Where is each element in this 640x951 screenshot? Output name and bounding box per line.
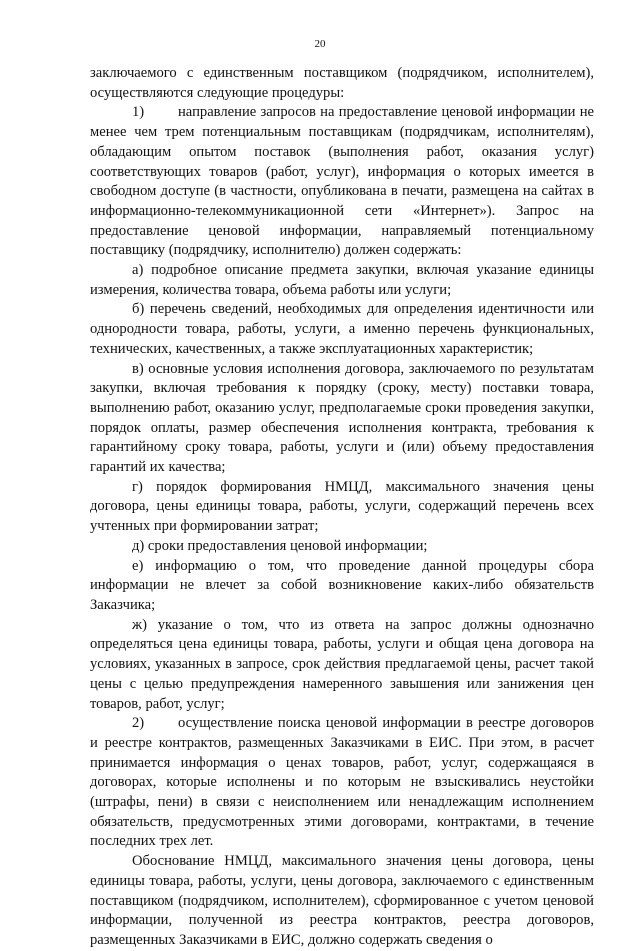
- subitem-d: д) сроки предоставления ценовой информации;: [132, 537, 428, 554]
- subitem-e: е) информацию о том, что проведение данной процедуры сбора информации не влечет за собой возникновение каких-либо обязательств Заказчика;: [90, 557, 594, 613]
- document-body: [90, 64, 594, 951]
- item-text: направление запросов на предоставление ценовой информации не менее чем трем потенциальным поставщикам (подрядчикам, исполнителям), обладающим опытом поставок (выполнения работ, оказания услуг) соответствующих товаров (работ, услуг), информация о которых имеется в свободном доступе (в частности, опубликована в печати, размещена на сайтах в информационно-телекоммуникационной сети «Интернет»). Запрос на предоставление ценовой информации, направляемый потенциальному поставщику (подрядчику, исполнителю) должен содержать:: [90, 104, 594, 259]
- item-text: осуществление поиска ценовой информации в реестре договоров и реестре контрактов, размещенных Заказчиками в ЕИС. При этом, в расчет принимается информация о ценах товаров, работ, услуг, содержащаяся в договорах, которые исполнены и по которым не взыскивались неустойки (штрафы, пени) в связи с неисполнением или ненадлежащим исполнением обязательств, предусмотренных этими договорами, контрактами, в течение последних трех лет.: [90, 715, 594, 850]
- paragraph-intro: заключаемого с единственным поставщиком (подрядчиком, исполнителем), осуществляются следующие процедуры:: [90, 65, 594, 101]
- item-number: 2): [132, 715, 145, 732]
- subitem-a: а) подробное описание предмета закупки, включая указание единицы измерения, количества товара, объема работы или услуги;: [90, 262, 594, 298]
- subitem-g: г) порядок формирования НМЦД, максимального значения цены договора, цены единицы товара, работы, услуги, содержащий перечень всех учтенных при формировании затрат;: [90, 478, 594, 535]
- page-number: 20: [314, 38, 326, 50]
- numbered-item-2: [90, 714, 594, 852]
- subitem-v: в) основные условия исполнения договора, заключаемого по результатам закупки, включая требования к порядку (сроку, месту) поставки товара, выполнению работ, оказанию услуг, предполагаемые сроки проведения закупки, порядок оплаты, размер обеспечения исполнения контракта, требования к гарантийному сроку товара, работы, услуги и (или) объему предоставления гарантий их качества;: [90, 360, 594, 476]
- numbered-item-1: [90, 103, 594, 261]
- subitem-b: б) перечень сведений, необходимых для определения идентичности или однородности товара, работы, услуги, а именно перечень функциональных, технических, качественных, а также эксплуатационных характеристик;: [90, 301, 594, 357]
- item-number: 1): [132, 104, 145, 121]
- paragraph-justification: Обоснование НМЦД, максимального значения цены договора, цены единицы товара, работы, услуги, цены договора, заключаемого с единственным поставщиком (подрядчиком, исполнителем), сформированное с учетом ценовой информации, полученной из реестра контрактов, реестра договоров, размещенных Заказчиками в ЕИС, должно содержать сведения о: [90, 853, 594, 948]
- subitem-zh: ж) указание о том, что из ответа на запрос должны однозначно определяться цена единицы товара, работы, услуги и общая цена договора на условиях, указанных в запросе, срок действия предлагаемой цены, расчет такой цены с целью предупреждения намеренного завышения или занижения цен товаров, работ, услуг;: [90, 616, 594, 712]
